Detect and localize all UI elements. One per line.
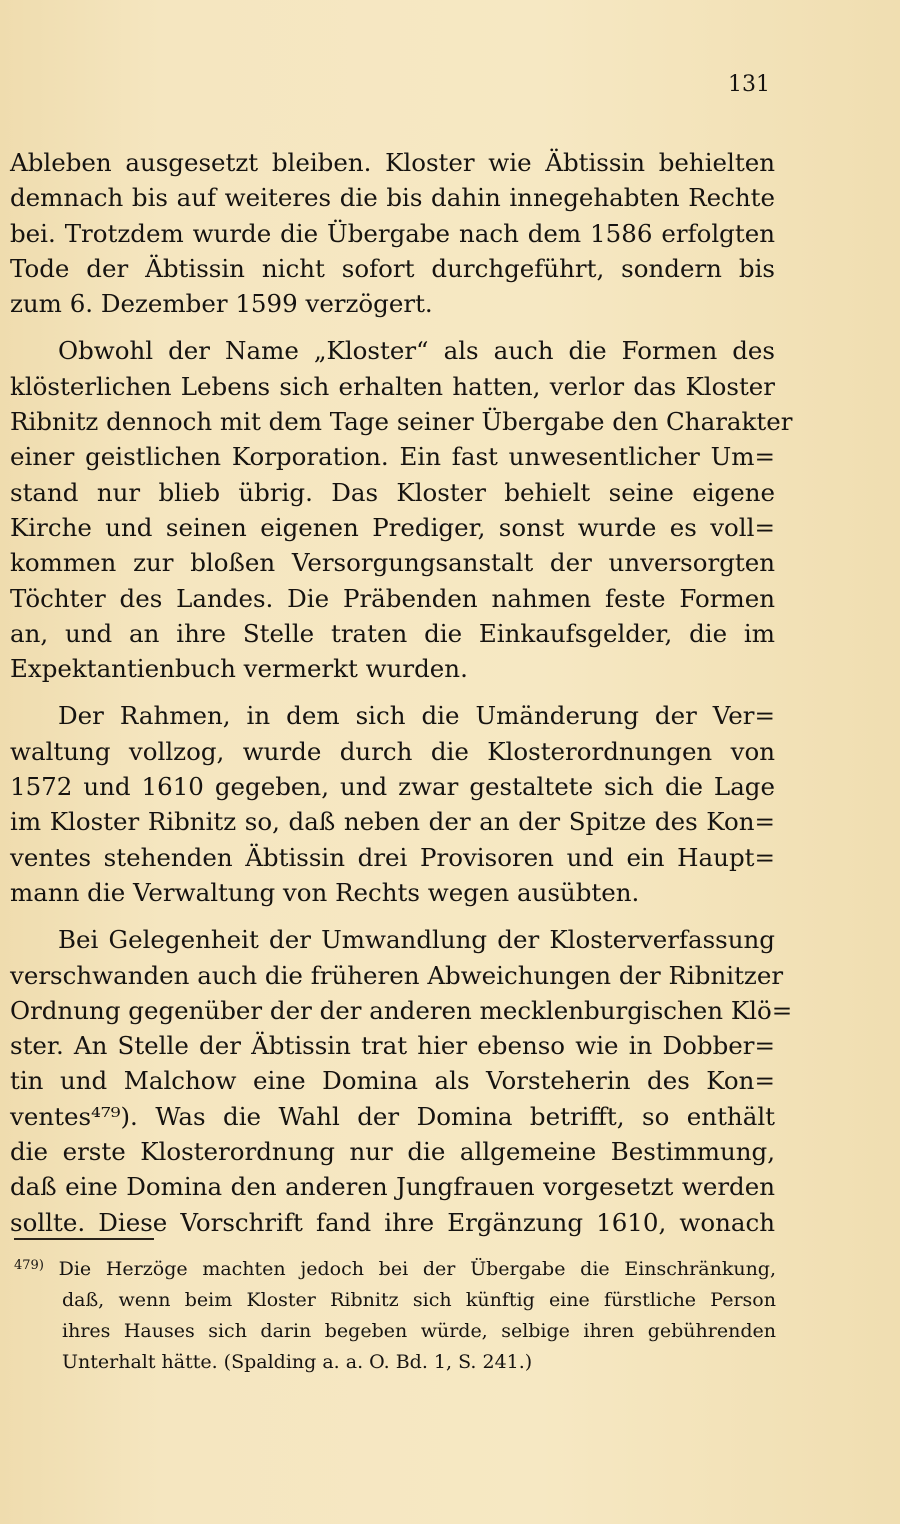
text-line: kommen zur bloßen Versorgungsanstalt der unversorgten (10, 548, 775, 578)
text-line: die erste Klosterordnung nur die allgemeine Bestimmung, (10, 1137, 775, 1167)
text-line: stand nur blieb übrig. Das Kloster behielt seine eigene (10, 477, 775, 507)
text-line: Töchter des Landes. Die Präbenden nahmen feste Formen (10, 583, 775, 613)
text-line: daß eine Domina den anderen Jungfrauen vorgesetzt werden (10, 1172, 775, 1202)
text-line: Kirche und seinen eigenen Prediger, sonst wurde es voll= (10, 512, 775, 542)
text-line: sollte. Diese Vorschrift fand ihre Ergänzung 1610, wonach (10, 1207, 775, 1237)
page-number: 131 (728, 72, 770, 97)
text-line: verschwanden auch die früheren Abweichungen der Ribnitzer (10, 960, 784, 990)
paragraph-1 (10, 145, 775, 321)
text-line: Ribnitz dennoch mit dem Tage seiner Übergabe den Charakter (10, 407, 793, 437)
main-text (10, 145, 793, 1240)
text-line: demnach bis auf weiteres die bis dahin innegehabten Rechte (10, 183, 775, 213)
text-line: Bei Gelegenheit der Umwandlung der Klosterverfassung (58, 925, 775, 955)
footnote-marker: 479) (14, 1258, 44, 1273)
text-line: Ordnung gegenüber der der anderen mecklenburgischen Klö= (10, 995, 793, 1025)
footnote-line: daß, wenn beim Kloster Ribnitz sich künftig eine fürstliche Person (62, 1289, 776, 1311)
text-line: Obwohl der Name „Kloster“ als auch die Formen des (58, 336, 775, 366)
text-line: ventes stehenden Äbtissin drei Provisoren und ein Haupt= (10, 842, 775, 872)
footnote-divider (14, 1238, 154, 1240)
text-line: Der Rahmen, in dem sich die Umänderung der Ver= (58, 701, 775, 731)
footnote-line: ihres Hauses sich darin begeben würde, selbige ihren gebührenden (62, 1320, 776, 1342)
text-line: im Kloster Ribnitz so, daß neben der an der Spitze des Kon= (10, 807, 775, 837)
footnote-text: Die Herzöge machten jedoch bei der Übergabe die Einschränkung, (58, 1258, 777, 1280)
text-line: tin und Malchow eine Domina als Vorsteherin des Kon= (10, 1066, 775, 1096)
footnote (14, 1250, 776, 1378)
text-line: Expektantienbuch vermerkt wurden. (10, 654, 468, 684)
text-line: ventes⁴⁷⁹). Was die Wahl der Domina betrifft, so enthält (10, 1101, 775, 1131)
text-line: an, und an ihre Stelle traten die Einkaufsgelder, die im (10, 618, 775, 648)
footnote-line (14, 1250, 776, 1285)
text-line: Ableben ausgesetzt bleiben. Kloster wie Äbtissin behielten (10, 148, 775, 177)
text-line: klösterlichen Lebens sich erhalten hatten, verlor das Kloster (10, 371, 775, 401)
text-line: Tode der Äbtissin nicht sofort durchgeführt, sondern bis (10, 253, 775, 283)
paragraph-2 (10, 333, 793, 686)
paragraph-3 (10, 698, 775, 910)
paragraph-4 (10, 922, 793, 1240)
text-line: einer geistlichen Korporation. Ein fast unwesentlicher Um= (10, 442, 775, 472)
footnote-line: Unterhalt hätte. (Spalding a. a. O. Bd. 1, S. 241.) (62, 1351, 533, 1373)
text-line: 1572 und 1610 gegeben, und zwar gestaltete sich die Lage (10, 772, 775, 802)
text-line: zum 6. Dezember 1599 verzögert. (10, 289, 433, 319)
text-line: ster. An Stelle der Äbtissin trat hier ebenso wie in Dobber= (10, 1031, 775, 1061)
text-line: waltung vollzog, wurde durch die Klosterordnungen von (10, 736, 775, 766)
text-line: bei. Trotzdem wurde die Übergabe nach dem 1586 erfolgten (10, 218, 775, 248)
text-line: mann die Verwaltung von Rechts wegen ausübten. (10, 877, 640, 907)
